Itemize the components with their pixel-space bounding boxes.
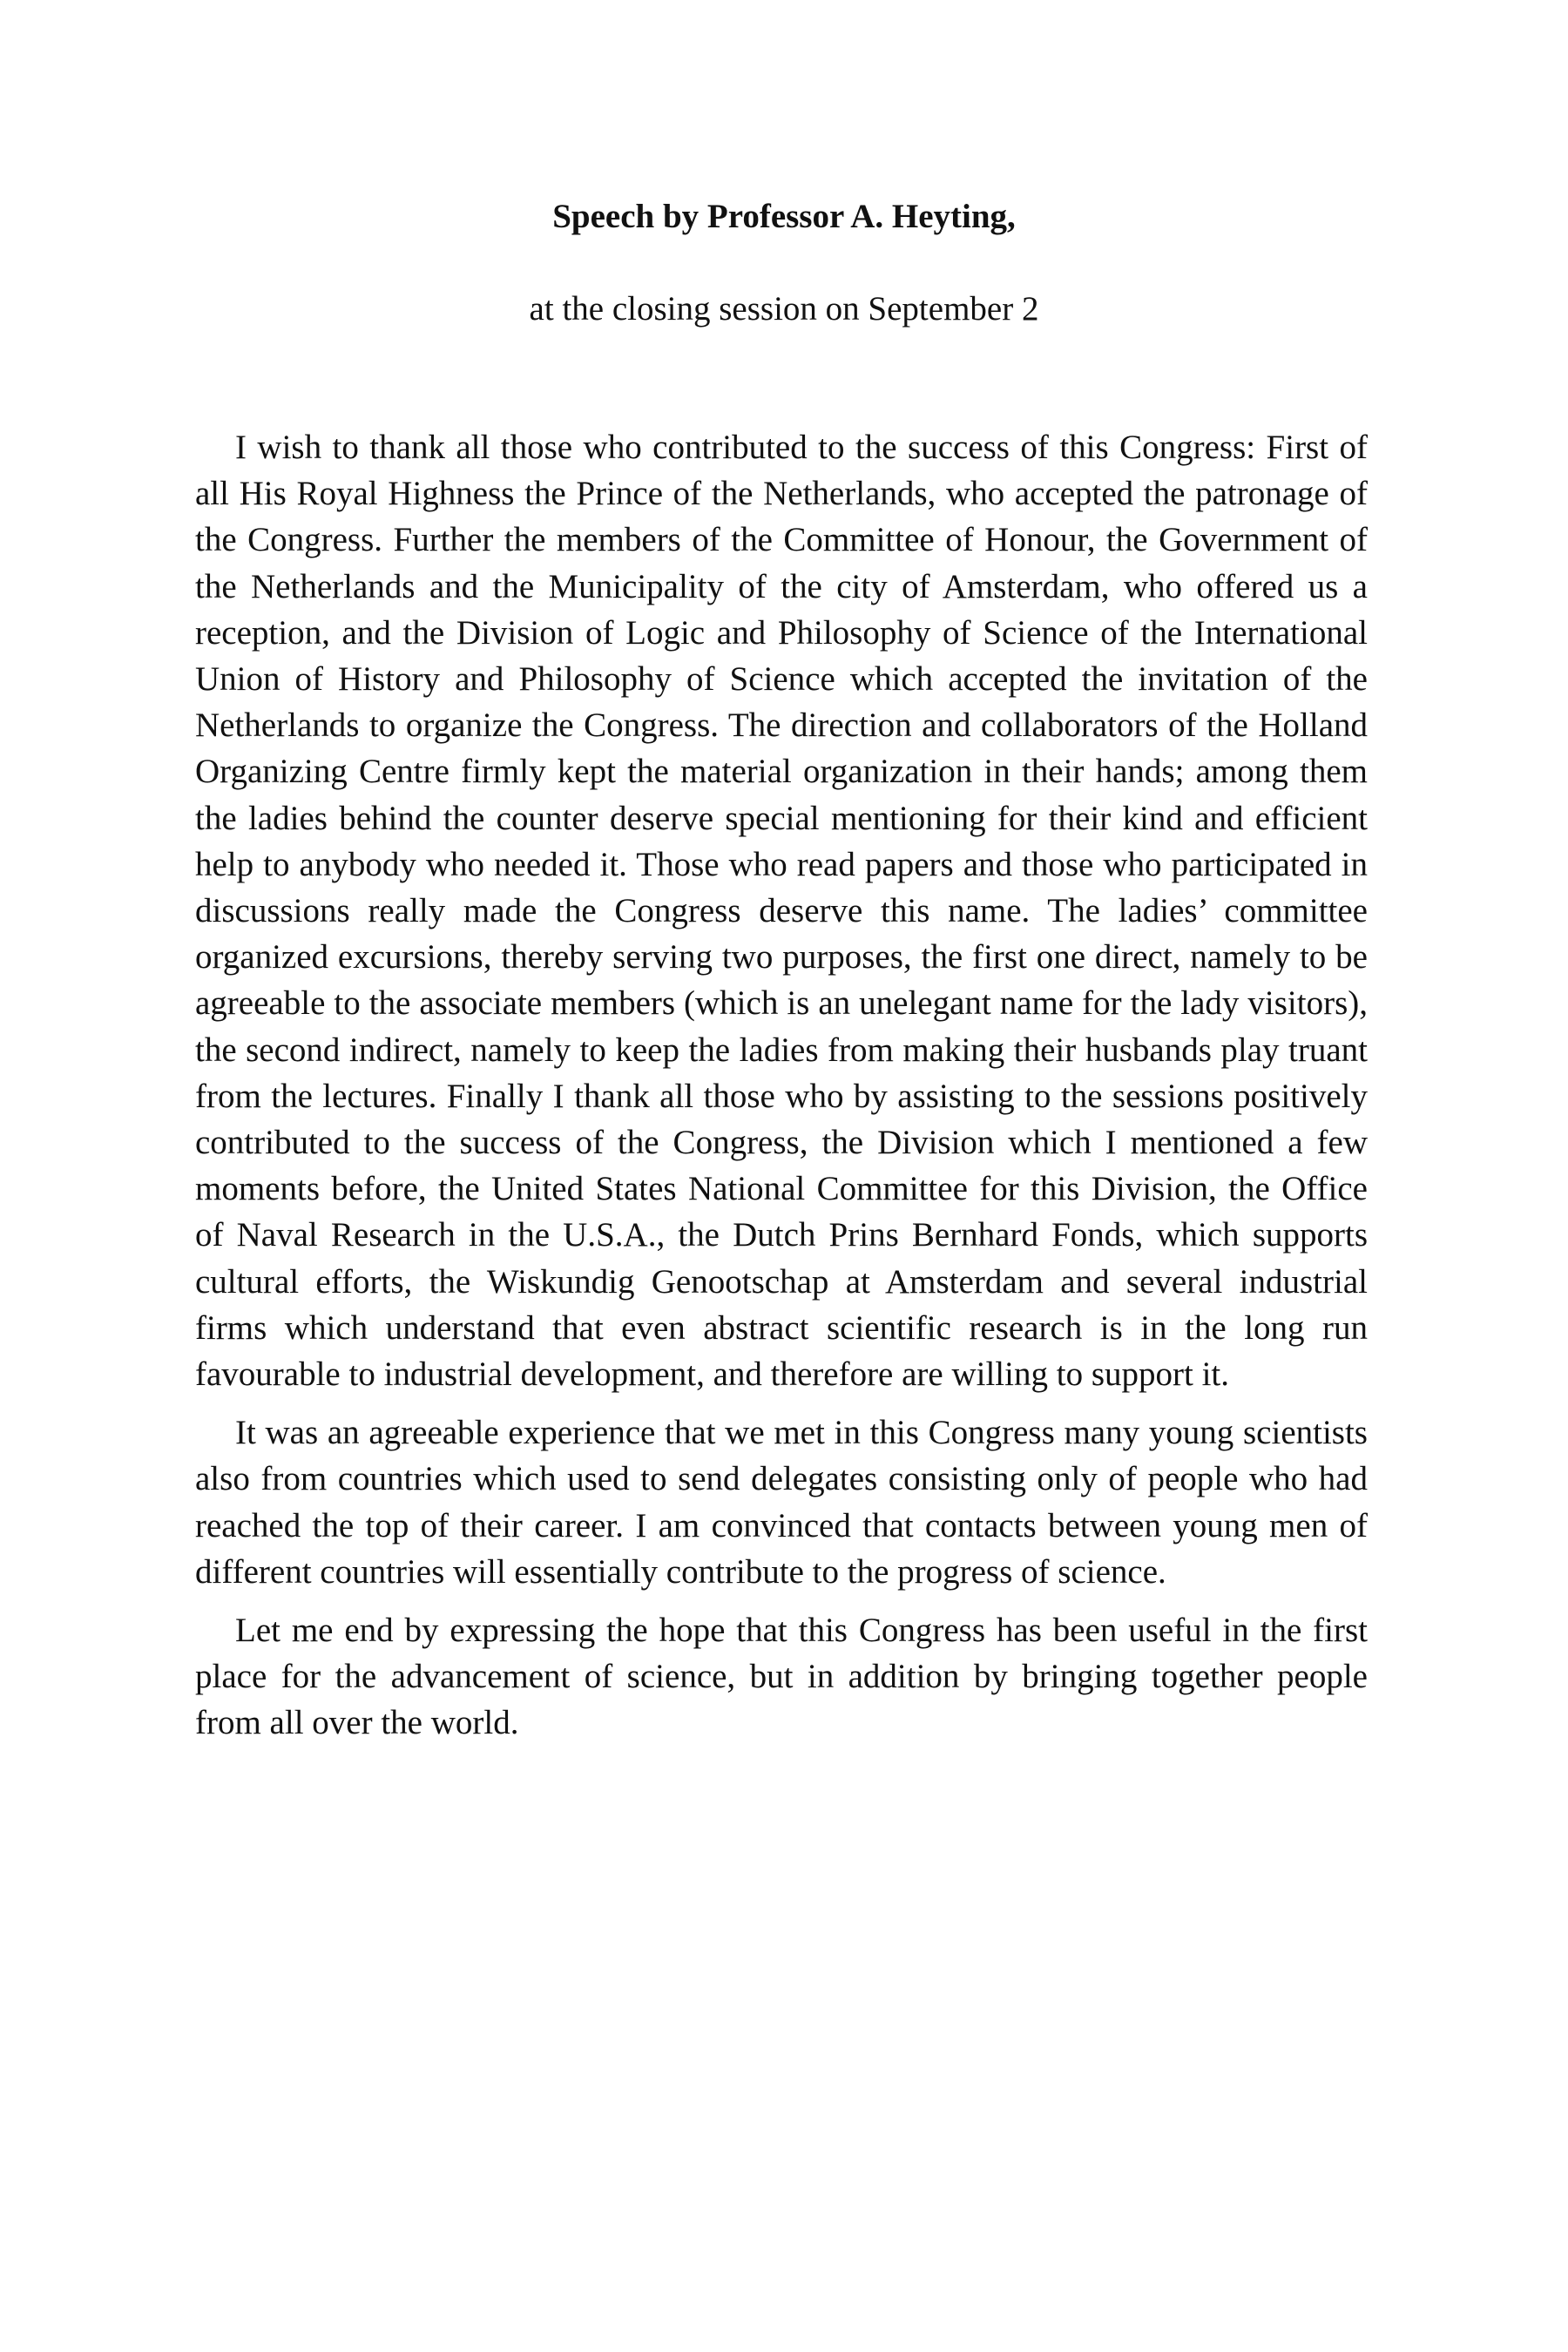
- paragraph-young-scientists: It was an agreeable experience that we met in this Congress many young scientists also from countries which used to send delegates consisting only of people who had reached the top of their career. I am convinced that contacts between young men of different countries will essentially contribute to the progress of science.: [195, 1414, 1368, 1591]
- speech-subtitle: at the closing session on September 2: [529, 290, 1039, 328]
- speech-body: [195, 424, 1368, 1759]
- paragraph-closing: Let me end by expressing the hope that this Congress has been useful in the first place for the advancement of science, but in addition by bringing together people from all over the world.: [195, 1612, 1368, 1742]
- paragraph-acknowledgements: I wish to thank all those who contributed to the success of this Congress: First of all His Royal Highness the Prince of the Netherlands, who accepted the patronage of the Congress. Further the members of the Committee of Honour, the Government of the Netherlands and the Municipality of the city of Amsterdam, who offered us a reception, and the Division of Logic and Philosophy of Science of the International Union of History and Philosophy of Science which accepted the invitation of the Netherlands to organize the Congress. The direction and collaborators of the Holland Organizing Centre firmly kept the material organization in their hands; among them the ladies behind the counter deserve special mentioning for their kind and efficient help to anybody who needed it. Those who read papers and those who participated in discussions really made the Congress deserve this name. The ladies’ committee organized excursions, thereby serving two purposes, the first one direct, namely to be agreeable to the associate members (which is an unelegant name for the lady visitors), the second indirect, namely to keep the ladies from making their husbands play truant from the lectures. Finally I thank all those who by assisting to the sessions positively contributed to the success of the Congress, the Division which I mentioned a few moments before, the United States National Committee for this Division, the Office of Naval Research in the U.S.A., the Dutch Prins Bernhard Fonds, which supports cultural efforts, the Wiskundig Genootschap at Amsterdam and several industrial firms which understand that even abstract scientific research is in the long run favourable to industrial development, and therefore are willing to support it.: [195, 429, 1368, 1394]
- speech-title: Speech by Professor A. Heyting,: [552, 198, 1016, 235]
